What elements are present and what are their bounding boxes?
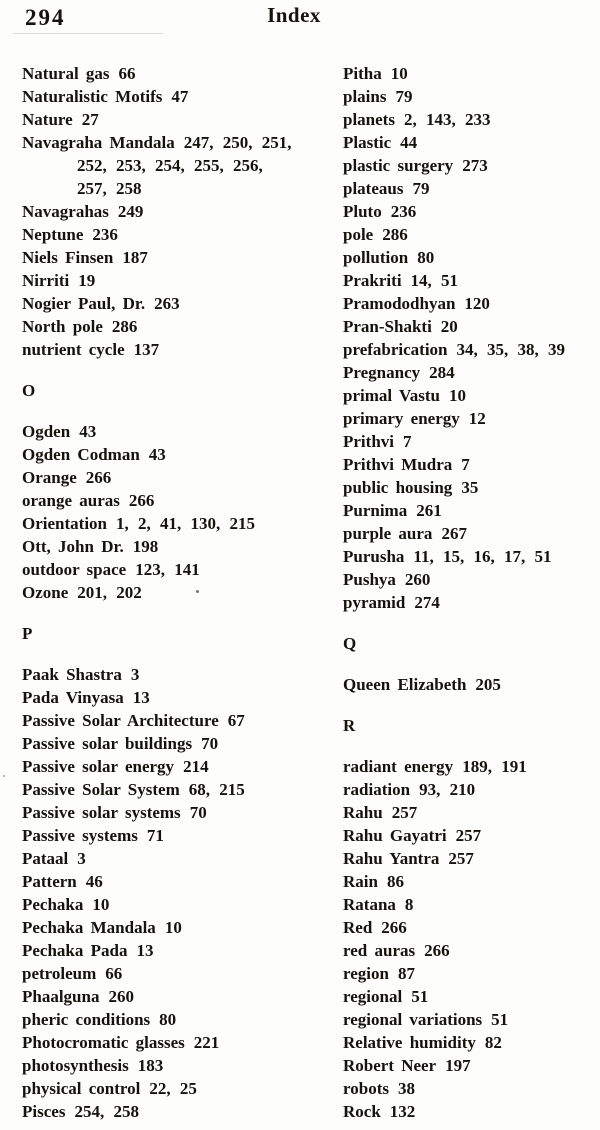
entry-term: primal Vastu [343, 386, 440, 405]
entry-pages: 247, 250, 251, [183, 133, 292, 152]
entry-pages: 68, 215 [188, 780, 245, 799]
index-entry [22, 512, 334, 535]
entry-term: Niels Finsen [22, 248, 114, 267]
entry-pages: 79 [395, 87, 413, 106]
index-entry [343, 870, 595, 893]
entry-pages: 123, 141 [135, 560, 200, 579]
entry-term: Passive Solar Architecture [22, 711, 219, 730]
entry-term: Red [343, 918, 373, 937]
index-entry [343, 407, 595, 430]
index-entry [343, 1077, 595, 1100]
index-entry [343, 755, 595, 778]
entry-term: Navagrahas [22, 202, 109, 221]
entry-pages: 14, 51 [410, 271, 459, 290]
index-entry [22, 709, 334, 732]
index-entry [22, 315, 334, 338]
entry-term: orange auras [22, 491, 120, 510]
entry-pages: 66 [105, 964, 123, 983]
index-entry [343, 985, 595, 1008]
index-entry [343, 361, 595, 384]
entry-term: purple aura [343, 524, 433, 543]
index-column-right [343, 62, 595, 1123]
entry-pages: 205 [475, 675, 501, 694]
entry-term: pollution [343, 248, 409, 267]
entry-term: Orientation [22, 514, 107, 533]
index-entry [22, 1100, 334, 1123]
entry-term: Paak Shastra [22, 665, 122, 684]
index-entry [22, 778, 334, 801]
index-entry [343, 476, 595, 499]
scan-artifact-line [13, 33, 163, 34]
index-entry [22, 916, 334, 939]
index-entry [22, 292, 334, 315]
index-entry [22, 1031, 334, 1054]
section-header: P [22, 624, 34, 643]
ink-speck [196, 590, 199, 593]
entry-term: radiation [343, 780, 411, 799]
entry-term: Neptune [22, 225, 84, 244]
page-title: Index [267, 3, 321, 27]
entry-pages: 260 [108, 987, 134, 1006]
entry-pages: 214 [183, 757, 209, 776]
entry-term: Ozone [22, 583, 69, 602]
entry-pages: 3 [77, 849, 86, 868]
entry-term: nutrient cycle [22, 340, 125, 359]
entry-term: Rahu Gayatri [343, 826, 447, 845]
entry-term: Prakriti [343, 271, 402, 290]
entry-term: plastic surgery [343, 156, 454, 175]
entry-pages: 7 [461, 455, 470, 474]
entry-pages: 257 [391, 803, 418, 822]
entry-pages: 82 [484, 1033, 502, 1052]
index-entry [22, 338, 334, 361]
entry-term: red auras [343, 941, 416, 960]
entry-term: Pechaka Mandala [22, 918, 156, 937]
index-entry [22, 893, 334, 916]
index-entry [22, 535, 334, 558]
entry-pages: 201, 202 [77, 583, 142, 602]
entry-pages: 66 [118, 64, 136, 83]
entry-term: Pran-Shakti [343, 317, 432, 336]
index-entry [22, 62, 334, 85]
entry-term: Rahu Yantra [343, 849, 440, 868]
entry-pages: 132 [389, 1102, 416, 1121]
index-entry [343, 1100, 595, 1123]
index-entry [343, 292, 595, 315]
entry-pages: 266 [381, 918, 407, 937]
index-entry [22, 466, 334, 489]
entry-pages: 249 [117, 202, 144, 221]
entry-term: prefabrication [343, 340, 448, 359]
entry-pages: 10 [164, 918, 182, 937]
entry-pages: 267 [441, 524, 467, 543]
index-entry-continuation: 252, 253, 254, 255, 256, [77, 156, 263, 175]
entry-pages: 79 [412, 179, 430, 198]
entry-term: radiant energy [343, 757, 454, 776]
entry-term: Passive Solar System [22, 780, 180, 799]
entry-pages: 187 [122, 248, 148, 267]
entry-pages: 27 [81, 110, 99, 129]
index-entry [343, 591, 595, 614]
entry-pages: 189, 191 [462, 757, 527, 776]
entry-term: Passive solar systems [22, 803, 181, 822]
entry-pages: 70 [201, 734, 219, 753]
entry-pages: 35 [461, 478, 479, 497]
index-entry [343, 200, 595, 223]
entry-term: Phaalguna [22, 987, 100, 1006]
entry-pages: 266 [424, 941, 450, 960]
index-entry [343, 1031, 595, 1054]
index-entry [22, 824, 334, 847]
entry-pages: 2, 143, 233 [403, 110, 491, 129]
entry-pages: 3 [130, 665, 140, 684]
entry-term: Pattern [22, 872, 77, 891]
entry-pages: 284 [429, 363, 455, 382]
section-header: O [22, 381, 37, 400]
entry-term: Pada Vinyasa [22, 688, 124, 707]
entry-pages: 80 [159, 1010, 177, 1029]
entry-pages: 257 [448, 849, 474, 868]
section-header: R [343, 716, 357, 735]
index-entry [22, 985, 334, 1008]
entry-pages: 273 [462, 156, 488, 175]
entry-term: Pitha [343, 64, 382, 83]
index-entry [343, 568, 595, 591]
page-number: 294 [25, 5, 66, 30]
index-entry-continuation: 257, 258 [77, 179, 142, 198]
index-entry [22, 962, 334, 985]
entry-pages: 11, 15, 16, 17, 51 [413, 547, 552, 566]
index-entry [22, 1008, 334, 1031]
index-entry [343, 1008, 595, 1031]
entry-term: pheric conditions [22, 1010, 151, 1029]
entry-pages: 12 [468, 409, 486, 428]
entry-term: robots [343, 1079, 389, 1098]
index-entry [22, 85, 334, 108]
entry-pages: 46 [85, 872, 103, 891]
entry-pages: 13 [136, 941, 154, 960]
entry-pages: 120 [464, 294, 490, 313]
index-entry [22, 108, 334, 131]
entry-term: Nature [22, 110, 73, 129]
entry-pages: 13 [132, 688, 150, 707]
entry-term: Prithvi [343, 432, 394, 451]
index-entry [22, 732, 334, 755]
entry-pages: 266 [128, 491, 155, 510]
entry-pages: 51 [411, 987, 429, 1006]
index-entry [343, 384, 595, 407]
entry-term: Nogier Paul, Dr. [22, 294, 146, 313]
entry-pages: 7 [403, 432, 412, 451]
entry-term: North pole [22, 317, 103, 336]
entry-term: pyramid [343, 593, 406, 612]
entry-pages: 198 [132, 537, 159, 556]
index-entry [22, 847, 334, 870]
entry-term: Pramododhyan [343, 294, 456, 313]
entry-pages: 87 [397, 964, 415, 983]
index-entry [22, 939, 334, 962]
index-entry [343, 177, 595, 200]
index-entry [343, 545, 595, 568]
entry-pages: 10 [390, 64, 408, 83]
index-entry [343, 338, 595, 361]
entry-term: Ogden Codman [22, 445, 140, 464]
entry-term: Pushya [343, 570, 396, 589]
index-entry [343, 916, 595, 939]
index-entry [343, 1054, 595, 1077]
entry-pages: 47 [171, 87, 189, 106]
entry-term: Queen Elizabeth [343, 675, 467, 694]
index-entry [22, 246, 334, 269]
entry-pages: 86 [386, 872, 404, 891]
index-entry [22, 558, 334, 581]
entry-pages: 274 [414, 593, 440, 612]
entry-pages: 34, 35, 38, 39 [456, 340, 566, 359]
entry-pages: 8 [404, 895, 414, 914]
index-entry [22, 223, 334, 246]
entry-pages: 51 [491, 1010, 509, 1029]
index-entry [343, 315, 595, 338]
entry-term: Pataal [22, 849, 69, 868]
entry-term: public housing [343, 478, 453, 497]
entry-term: Relative humidity [343, 1033, 476, 1052]
entry-pages: 70 [189, 803, 207, 822]
entry-term: Pisces [22, 1102, 66, 1121]
entry-pages: 10 [92, 895, 110, 914]
entry-term: planets [343, 110, 395, 129]
index-entry [343, 131, 595, 154]
entry-pages: 80 [417, 248, 435, 267]
entry-term: Rahu [343, 803, 383, 822]
entry-term: outdoor space [22, 560, 127, 579]
entry-pages: 20 [440, 317, 458, 336]
index-entry [22, 269, 334, 292]
entry-pages: 260 [404, 570, 431, 589]
entry-pages: 266 [85, 468, 112, 487]
entry-pages: 67 [227, 711, 245, 730]
index-entry [22, 1077, 334, 1100]
entry-pages: 44 [400, 133, 418, 152]
index-entry [22, 686, 334, 709]
entry-term: primary energy [343, 409, 460, 428]
index-entry [22, 581, 334, 604]
entry-term: Rock [343, 1102, 381, 1121]
index-entry [343, 85, 595, 108]
index-entry [343, 430, 595, 453]
entry-term: Plastic [343, 133, 392, 152]
entry-term: plains [343, 87, 387, 106]
entry-pages: 236 [92, 225, 118, 244]
entry-pages: 261 [416, 501, 442, 520]
entry-term: Nirriti [22, 271, 70, 290]
entry-pages: 93, 210 [419, 780, 476, 799]
index-entry [343, 893, 595, 916]
entry-pages: 286 [382, 225, 408, 244]
index-entry [343, 939, 595, 962]
entry-term: Passive systems [22, 826, 138, 845]
entry-term: Ratana [343, 895, 396, 914]
section-header: Q [343, 634, 358, 653]
index-entry [343, 269, 595, 292]
entry-pages: 183 [137, 1056, 164, 1075]
entry-term: Purusha [343, 547, 405, 566]
index-entry [343, 522, 595, 545]
index-entry [22, 870, 334, 893]
index-entry [22, 200, 334, 223]
entry-term: Pregnancy [343, 363, 421, 382]
index-entry [343, 223, 595, 246]
entry-pages: 10 [449, 386, 466, 405]
entry-term: Prithvi Mudra [343, 455, 453, 474]
entry-term: Naturalistic Motifs [22, 87, 163, 106]
entry-term: physical control [22, 1079, 141, 1098]
index-entry [22, 131, 334, 154]
entry-term: Pluto [343, 202, 382, 221]
index-entry [343, 778, 595, 801]
index-entry [22, 755, 334, 778]
entry-term: Navagraha Mandala [22, 133, 175, 152]
entry-term: Passive solar energy [22, 757, 175, 776]
entry-pages: 22, 25 [149, 1079, 197, 1098]
entry-term: Natural gas [22, 64, 110, 83]
index-entry [343, 847, 595, 870]
index-column-left [22, 62, 334, 1123]
index-entry [22, 1054, 334, 1077]
entry-term: Ogden [22, 422, 71, 441]
entry-pages: 254, 258 [74, 1102, 139, 1121]
index-entry [22, 663, 334, 686]
entry-term: Ott, John Dr. [22, 537, 124, 556]
entry-term: photosynthesis [22, 1056, 129, 1075]
index-entry [22, 489, 334, 512]
entry-term: pole [343, 225, 374, 244]
index-entry [22, 420, 334, 443]
entry-term: Pechaka Pada [22, 941, 128, 960]
index-entry [343, 453, 595, 476]
entry-term: regional variations [343, 1010, 483, 1029]
entry-pages: 286 [111, 317, 138, 336]
index-entry [343, 108, 595, 131]
entry-term: Photocromatic glasses [22, 1033, 185, 1052]
entry-pages: 236 [390, 202, 417, 221]
entry-term: Robert Neer [343, 1056, 437, 1075]
entry-pages: 257 [455, 826, 482, 845]
index-entry [343, 246, 595, 269]
index-entry [343, 62, 595, 85]
entry-term: Passive solar buildings [22, 734, 193, 753]
entry-term: Rain [343, 872, 378, 891]
entry-term: regional [343, 987, 403, 1006]
index-entry [22, 443, 334, 466]
index-entry [22, 801, 334, 824]
entry-pages: 43 [79, 422, 97, 441]
entry-term: region [343, 964, 389, 983]
entry-pages: 19 [78, 271, 96, 290]
entry-pages: 1, 2, 41, 130, 215 [116, 514, 255, 533]
index-entry [343, 801, 595, 824]
entry-term: Orange [22, 468, 77, 487]
entry-pages: 43 [148, 445, 166, 464]
entry-pages: 197 [445, 1056, 471, 1075]
index-entry [343, 824, 595, 847]
index-entry [343, 499, 595, 522]
entry-term: Purnima [343, 501, 408, 520]
index-entry [343, 962, 595, 985]
entry-term: Pechaka [22, 895, 84, 914]
index-entry [343, 154, 595, 177]
ink-speck [3, 775, 5, 777]
entry-pages: 71 [146, 826, 164, 845]
entry-pages: 221 [193, 1033, 220, 1052]
entry-term: petroleum [22, 964, 97, 983]
index-entry [343, 673, 595, 696]
entry-pages: 38 [397, 1079, 415, 1098]
entry-pages: 263 [154, 294, 180, 313]
entry-pages: 137 [133, 340, 160, 359]
entry-term: plateaus [343, 179, 404, 198]
